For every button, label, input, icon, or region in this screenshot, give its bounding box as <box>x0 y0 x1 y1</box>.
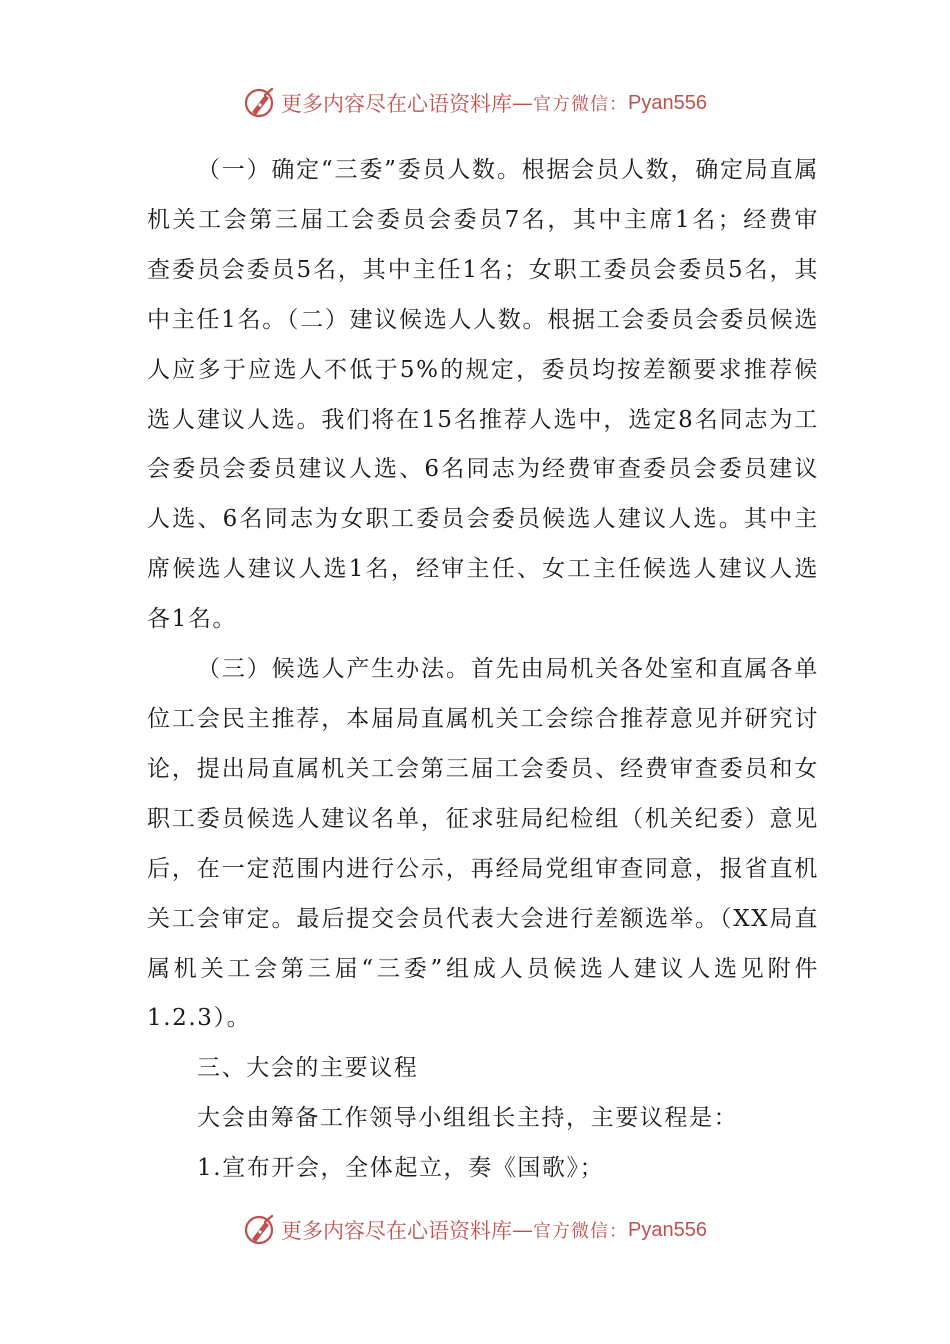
footer-watermark-banner <box>0 1208 950 1252</box>
banner-official-label: 官方微信： <box>533 94 629 115</box>
section-heading-agenda: 三、大会的主要议程 <box>197 1055 419 1082</box>
pen-nib-logo-icon <box>243 86 277 120</box>
banner-site-text: 更多内容尽在心语资料库 <box>281 92 513 116</box>
paragraph-agenda-intro: 大会由筹备工作领导小组组长主持，主要议程是： <box>197 1105 739 1132</box>
banner-site-text: 更多内容尽在心语资料库 <box>281 1219 513 1243</box>
banner-separator: — <box>512 1218 534 1242</box>
banner-separator: — <box>512 91 534 115</box>
header-watermark-banner <box>0 81 950 125</box>
document-body <box>147 146 819 1194</box>
pen-nib-logo-icon <box>243 1213 277 1247</box>
paragraph-candidate-method: （三）候选人产生办法。首先由局机关各处室和直属各单位工会民主推荐，本届局直属机关工会综合推荐意见并研究讨论，提出局直属机关工会第三届工会委员、经费审查委员和女职工委员候选人建议名单，征求驻局纪检组（机关纪委）意见后，在一定范围内进行公示，再经局党组审查同意，报省直机关工会审定。最后提交会员代表大会进行差额选举。（XX局直属机关工会第三届“三委”组成人员候选人建议人选见附件1.2.3）。 <box>147 656 819 1032</box>
agenda-item-1: 1.宣布开会，全体起立，奏《国歌》； <box>197 1155 605 1182</box>
banner-official-label: 官方微信： <box>533 1221 629 1242</box>
banner-wechat-id: Pyan556 <box>628 1218 707 1241</box>
paragraph-committee-numbers: （一）确定“三委”委员人数。根据会员人数，确定局直属机关工会第三届工会委员会委员7名，其中主席1名；经费审查委员会委员5名，其中主任1名；女职工委员会委员5名，其中主任1名。（二）建议候选人人数。根据工会委员会委员候选人应多于应选人不低于5%的规定，委员均按差额要求推荐候选人建议人选。我们将在15名推荐人选中，选定8名同志为工会委员会委员建议人选、6名同志为经费审查委员会委员建议人选、6名同志为女职工委员会委员候选人建议人选。其中主席候选人建议人选1名，经审主任、女工主任候选人建议人选各1名。 <box>147 157 819 633</box>
banner-wechat-id: Pyan556 <box>628 91 707 114</box>
